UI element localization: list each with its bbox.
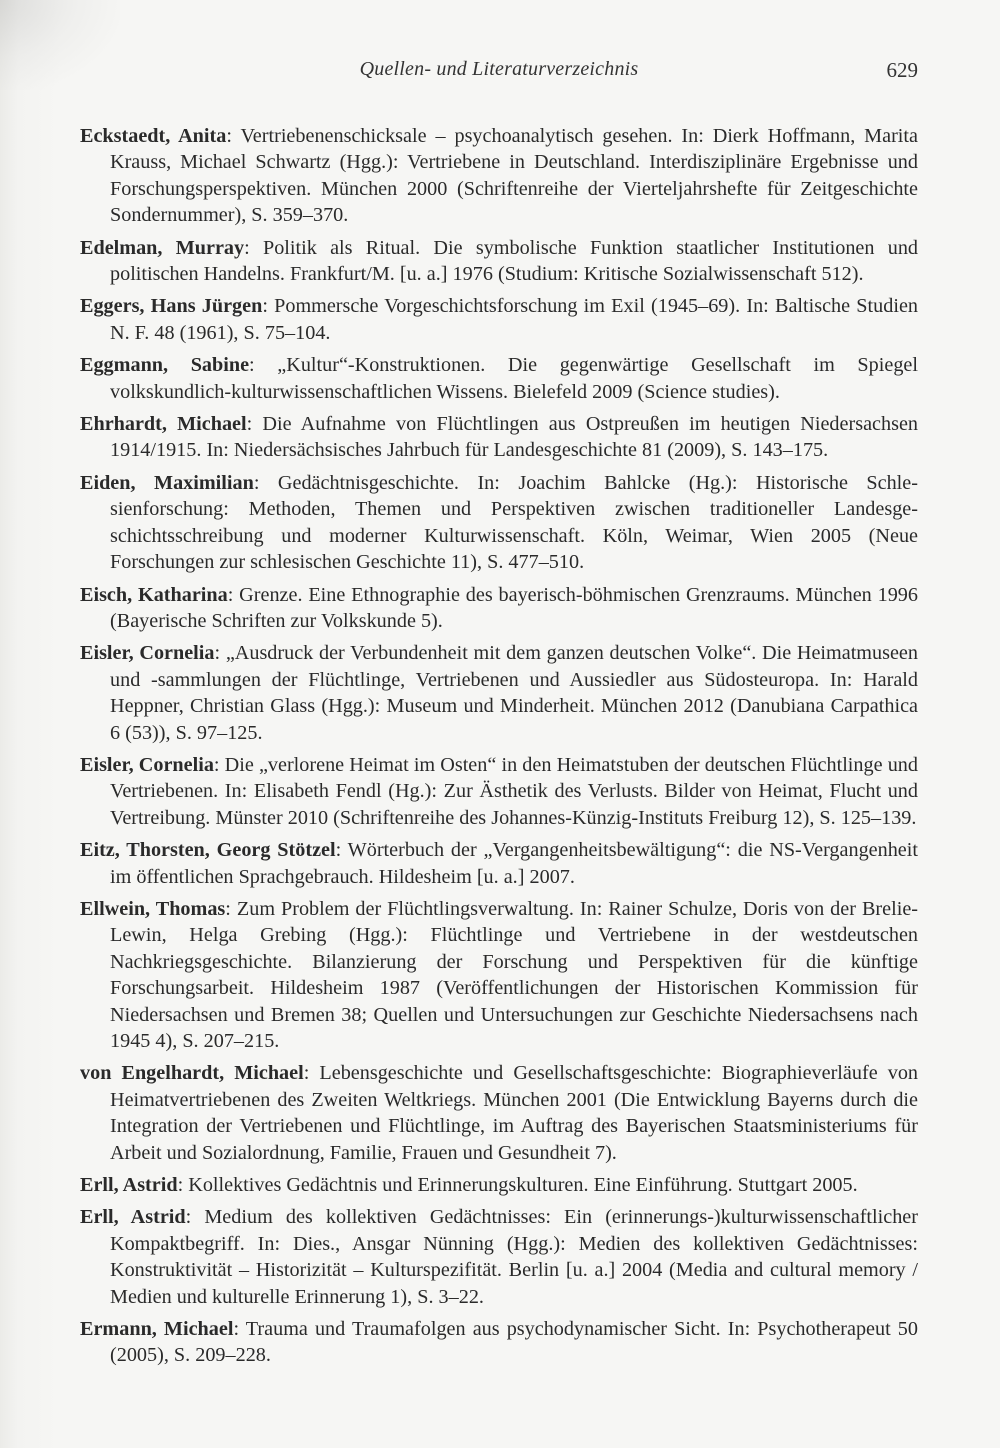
bibliography-entry [80,1316,918,1369]
entry-author: von Engelhardt, Michael [80,1062,304,1085]
entry-author: Erll, Astrid [80,1206,186,1229]
page-number: 629 [886,58,918,82]
entry-text: : „Ausdruck der Verbundenheit mit dem ganzen deutschen Volke“. Die Heimatmuseen und -sammlungen der Flüchtlinge, Vertriebenen und Aussiedler aus Südosteuropa. In: Harald Heppner, Christian Glass (Hgg.): Museum und Minderheit. München 2012 (Danubiana Carpathica 6 (53)), S. 97–125. [110,642,918,744]
entry-author: Eitz, Thorsten, Georg Stötzel [80,839,336,862]
entry-text: : Vertriebenenschicksale – psychoanalytisch gesehen. In: Dierk Hoffmann, Marita Krauss, Michael Schwartz (Hgg.): Vertriebene in Deutschland. Interdisziplinäre Ergebnisse und Forschungsperspektiven. München 2000 (Schriftenreihe der Vierteljahrshefte für Zeitgeschichte Sondernummer), S. 359–370. [110,125,918,227]
bibliography-entry [80,470,918,576]
entry-author: Eckstaedt, Anita [80,125,227,147]
entry-author: Eisch, Katharina [80,583,228,606]
bibliography-entry [80,1060,918,1166]
entry-text: : Lebensgeschichte und Gesellschaftsgeschichte: Biographieverläufe von Heimatvertriebenen des Zweiten Weltkriegs. München 2001 (Die Entwicklung Bayerns durch die Integration der Vertriebenen und Flüchtlinge, im Auftrag des Bayerischen Staatsministeriums für Arbeit und Sozialordnung, Familie, Frauen und Gesundheit 7). [110,1062,919,1164]
entry-author: Eggmann, Sabine [80,354,250,377]
running-header [80,58,918,90]
entry-author: Edelman, Murray [80,236,245,259]
entry-text: : Grenze. Eine Ethnographie des bayerisch-böhmischen Grenzraums. München 1996 (Bayerische Schriften zur Volkskunde 5). [110,583,918,632]
bibliography-entry [80,896,918,1054]
entry-author: Erll, Astrid [80,1174,178,1197]
entry-author: Ehrhardt, Michael [80,413,247,436]
bibliography-entry [80,640,918,746]
entry-text: : Trauma und Traumafolgen aus psychodynamischer Sicht. In: Psychotherapeut 50 (2005), S. 209–228. [110,1318,918,1367]
bibliography-list [80,123,918,1375]
entry-author: Eisler, Cornelia [80,753,214,776]
entry-text: : Zum Problem der Flüchtlingsverwaltung. In: Rainer Schulze, Doris von der Brelie-Lewin, Helga Grebing (Hgg.): Flüchtlinge und Vertriebene in der westdeutschen Nachkriegsgeschichte. Bilanzierung der Forschung und Perspektiven für die künftige Forschungsarbeit. Hildesheim 1987 (Veröffentlichungen der Historischen Kommission für Niedersachsen und Bremen 38; Quellen und Untersuchungen zur Geschichte Niedersachsens nach 1945 4), S. 207–215. [110,897,918,1052]
entry-author: Eiden, Maximilian [80,471,254,494]
entry-text: : Wörterbuch der „Vergangenheitsbewältigung“: die NS-Vergangenheit im öffentlichen Sprachgebrauch. Hildesheim [u. a.] 2007. [110,839,918,888]
entry-text: : Politik als Ritual. Die symbolische Funktion staatlicher Institutionen und politischen Handelns. Frankfurt/M. [u. a.] 1976 (Studium: Kritische Sozialwissenschaft 512). [110,236,919,286]
bibliography-entry [80,752,918,831]
entry-text: : Kollektives Gedächtnis und Erinnerungskulturen. Eine Einführung. Stuttgart 2005. [177,1174,858,1197]
bibliography-entry [80,837,918,890]
entry-text: : Die „verlorene Heimat im Osten“ in den Heimatstuben der deutschen Flüchtlinge und Vertriebenen. In: Elisabeth Fendl (Hg.): Zur Ästhetik des Verlusts. Bilder von Heimat, Flucht und Vertreibung. Münster 2010 (Schriftenreihe des Johannes-Künzig-Instituts Freiburg 12), S. 125–139. [110,753,918,829]
entry-text: : Pommersche Vorgeschichtsforschung im Exil (1945–69). In: Baltische Studien N. F. 48 (1961), S. 75–104. [110,295,918,344]
bibliography-entry [80,411,918,464]
running-title: Quellen- und Literaturverzeichnis [359,58,639,80]
entry-text: : Gedächtnisgeschichte. In: Joachim Bahlcke (Hg.): Historische Schlesienforschung: Methoden, Themen und Perspektiven zwischen traditioneller Landesgeschichtsschreibung und moderner Kulturwissenschaft. Köln, Weimar, Wien 2005 (Neue Forschungen zur schlesischen Geschichte 11), S. 477–510. [110,471,918,574]
entry-author: Ellwein, Thomas [80,897,226,920]
bibliography-entry [80,235,918,288]
bibliography-entry [80,582,918,635]
bibliography-entry [80,1204,918,1310]
bibliography-entry [80,293,918,346]
bibliography-entry [80,352,918,405]
entry-author: Ermann, Michael [80,1318,234,1341]
entry-text: : Medium des kollektiven Gedächtnisses: Ein (erinnerungs-)kulturwissenschaftlicher Kompaktbegriff. In: Dies., Ansgar Nünning (Hgg.): Medien des kollektiven Gedächtnisses: Konstruktivität – Historizität – Kulturspezifität. Berlin [u. a.] 2004 (Media and cultural memory / Medien und kulturelle Erinnerung 1), S. 3–22. [110,1206,918,1308]
bibliography-entry [80,123,918,229]
entry-text: : „Kultur“-Konstruktionen. Die gegenwärtige Gesellschaft im Spiegel volkskundlich-kulturwissenschaftlichen Wissens. Bielefeld 2009 (Science studies). [110,354,918,403]
entry-author: Eggers, Hans Jürgen [80,295,263,318]
entry-text: : Die Aufnahme von Flüchtlingen aus Ostpreußen im heutigen Niedersachsen 1914/1915. In: Niedersächsisches Jahrbuch für Landesgeschichte 81 (2009), S. 143–175. [110,413,918,462]
bibliography-entry [80,1172,918,1198]
entry-author: Eisler, Cornelia [80,642,215,665]
